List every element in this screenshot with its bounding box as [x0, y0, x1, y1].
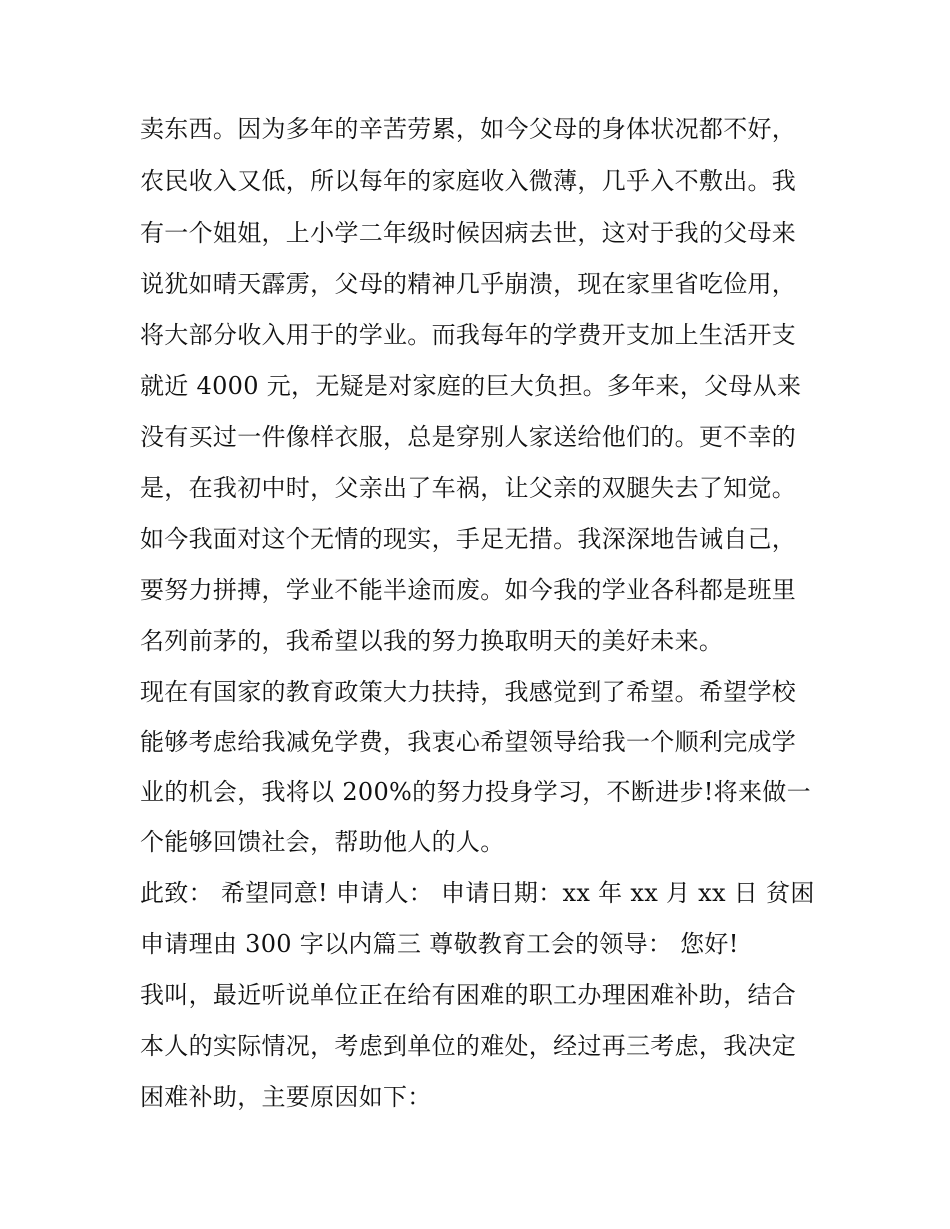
text-line: 没有买过一件像样衣服，总是穿别人家送给他们的。更不幸的	[140, 423, 797, 451]
text-line: 业的机会，我将以 200%的努力投身学习，不断进步!将来做一	[140, 778, 811, 806]
text-line: 要努力拼搏，学业不能半途而废。如今我的学业各科都是班里	[140, 576, 797, 604]
text-line: 卖东西。因为多年的辛苦劳累，如今父母的身体状况都不好，	[140, 115, 797, 143]
text-line: 我叫，最近听说单位正在给有困难的职工办理困难补助，结合	[140, 981, 797, 1009]
text-line: 个能够回馈社会，帮助他人的人。	[140, 828, 505, 856]
text-line: 如今我面对这个无情的现实，手足无措。我深深地告诫自己，	[140, 525, 797, 553]
text-line: 申请理由 300 字以内篇三 尊敬教育工会的领导： 您好!	[140, 930, 739, 958]
text-line: 困难补助，主要原因如下：	[140, 1083, 432, 1111]
text-line: 农民收入又低，所以每年的家庭收入微薄，几乎入不敷出。我	[140, 167, 797, 195]
text-line: 说犹如晴天霹雳，父母的精神几乎崩溃，现在家里省吃俭用，	[140, 270, 797, 298]
text-line: 名列前茅的，我希望以我的努力换取明天的美好未来。	[140, 627, 724, 655]
text-line: 本人的实际情况，考虑到单位的难处，经过再三考虑，我决定	[140, 1032, 797, 1060]
text-line: 就近 4000 元，无疑是对家庭的巨大负担。多年来，父母从来	[140, 372, 802, 400]
text-line: 现在有国家的教育政策大力扶持，我感觉到了希望。希望学校	[140, 678, 797, 706]
text-line: 将大部分收入用于的学业。而我每年的学费开支加上生活开支	[140, 321, 797, 349]
text-line: 能够考虑给我减免学费，我衷心希望领导给我一个顺利完成学	[140, 728, 797, 756]
text-line: 此致： 希望同意! 申请人： 申请日期：xx 年 xx 月 xx 日 贫困	[140, 879, 815, 907]
text-line: 是，在我初中时，父亲出了车祸，让父亲的双腿失去了知觉。	[140, 474, 797, 502]
text-line: 有一个姐姐，上小学二年级时候因病去世，这对于我的父母来	[140, 219, 797, 247]
